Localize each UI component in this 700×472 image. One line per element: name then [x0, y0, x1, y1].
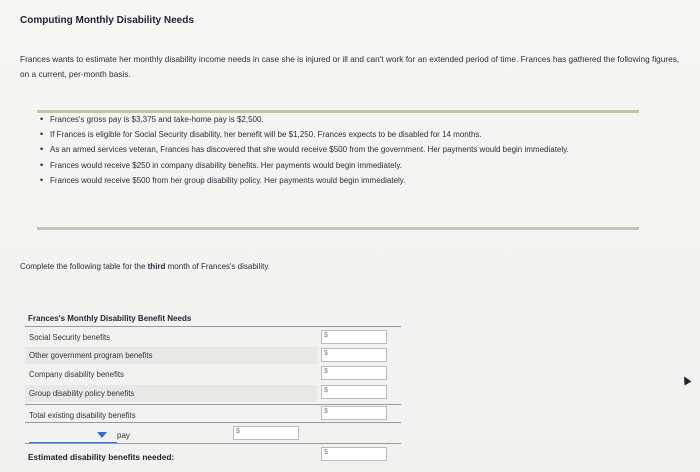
fact-item: • As an armed services veteran, Frances has discovered that she would receive $500 from the government. Her payments would begin immediately. [50, 142, 660, 157]
group-disability-input[interactable] [321, 385, 387, 399]
fact-item: • If Frances is eligible for Social Security disability, her benefit will be $1,250. Frances expects to be disabled for 14 months. [50, 127, 660, 142]
table-divider [25, 326, 401, 327]
currency-sign: $ [324, 368, 328, 375]
benefits-needed-label: Estimated disability benefits needed: [28, 452, 175, 462]
facts-list [38, 112, 660, 188]
instruction-before: Complete the following table for the [20, 262, 148, 271]
row-label-social-security: Social Security benefits [29, 333, 111, 342]
chevron-down-icon [97, 432, 107, 438]
instruction-text [20, 262, 270, 271]
currency-sign: $ [324, 387, 328, 394]
instruction-after: month of Frances's disability. [165, 262, 270, 271]
fact-item: • Frances would receive $500 from her group disability policy. Her payments would begin immediately. [50, 173, 660, 188]
currency-sign: $ [324, 350, 328, 357]
page-title: Computing Monthly Disability Needs [20, 15, 194, 26]
currency-sign: $ [324, 332, 328, 339]
currency-sign: $ [324, 449, 328, 456]
fact-item: • Frances's gross pay is $3,375 and take-home pay is $2,500. [50, 112, 660, 127]
table-title: Frances's Monthly Disability Benefit Needs [28, 314, 192, 323]
row-label-total-existing: Total existing disability benefits [29, 411, 136, 420]
table-divider [25, 422, 401, 423]
divider-bottom [37, 227, 639, 230]
social-security-input[interactable] [321, 330, 387, 344]
total-existing-input[interactable] [321, 406, 387, 420]
table-divider [25, 404, 401, 405]
row-label-company-disability: Company disability benefits [29, 370, 124, 379]
pay-type-dropdown[interactable] [29, 430, 117, 443]
row-label-other-government: Other government program benefits [29, 351, 153, 360]
table-divider [25, 443, 401, 444]
instruction-emphasis: third [147, 262, 166, 271]
currency-sign: $ [236, 428, 240, 435]
benefits-needed-input[interactable] [321, 447, 387, 461]
row-label-group-disability: Group disability policy benefits [29, 389, 135, 398]
intro-text: Frances wants to estimate her monthly disability income needs in case she is injured or ill and can't work for an extended period of time. Frances has gathered the following figures, on a current, per-month basis. [20, 54, 680, 79]
pay-type-label: pay [117, 431, 130, 440]
other-government-input[interactable] [321, 348, 387, 362]
currency-sign: $ [324, 408, 328, 415]
fact-item: • Frances would receive $250 in company disability benefits. Her payments would begin immediately. [50, 158, 660, 173]
pay-amount-input[interactable] [233, 426, 299, 440]
company-disability-input[interactable] [321, 366, 387, 380]
mouse-cursor-icon [681, 375, 692, 386]
